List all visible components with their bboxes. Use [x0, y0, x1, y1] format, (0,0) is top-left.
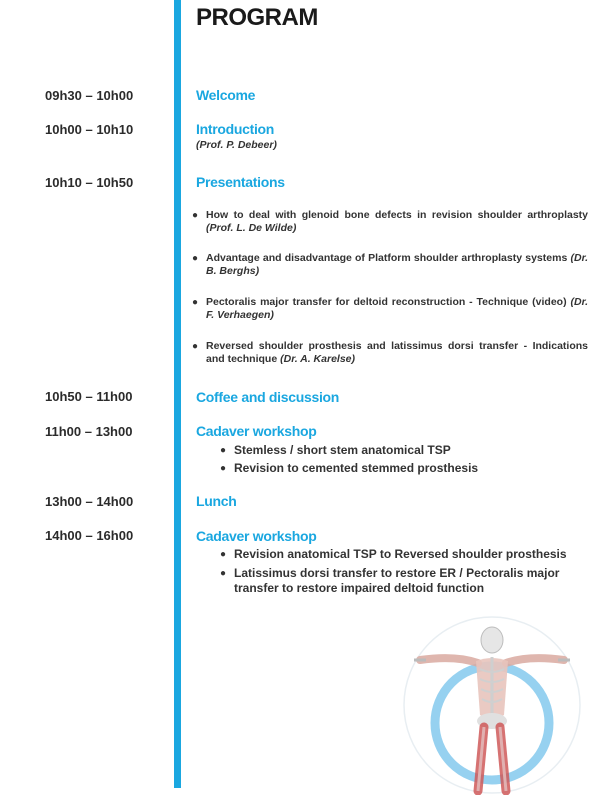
list-item-text: Revision anatomical TSP to Reversed shoulder prosthesis: [234, 547, 567, 561]
time-slot: 10h00 – 10h10: [45, 122, 134, 137]
presentation-item: [192, 340, 588, 366]
list-item-text: Stemless / short stem anatomical TSP: [234, 443, 451, 457]
session-cadaver-workshop: Cadaver workshop: [196, 528, 317, 544]
bullet-icon: ●: [192, 210, 199, 221]
speaker-name: (Dr. B. Berghs): [206, 252, 588, 277]
time-slot: 11h00 – 13h00: [45, 424, 133, 439]
timeline-bar: [174, 0, 181, 788]
speaker-name: (Dr. A. Karelse): [280, 353, 355, 365]
bullet-icon: ●: [220, 463, 227, 474]
time-slot: 13h00 – 14h00: [45, 494, 134, 509]
time-slot: 10h10 – 10h50: [45, 175, 134, 190]
list-item-text: Latissimus dorsi transfer to restore ER / Pectoralis major transfer to restore impaired deltoid function: [234, 566, 560, 595]
presentation-item: [192, 252, 588, 278]
session-lunch: Lunch: [196, 493, 237, 509]
time-slot: 09h30 – 10h00: [45, 88, 134, 103]
list-item: [220, 461, 594, 476]
presentation-item: [192, 296, 588, 322]
speaker-name: (Dr. F. Verhaegen): [206, 296, 589, 321]
time-slot: 10h50 – 11h00: [45, 389, 133, 404]
session-coffee: Coffee and discussion: [196, 389, 340, 405]
bullet-icon: ●: [220, 568, 227, 579]
presentation-title: How to deal with glenoid bone defects in revision shoulder arthroplasty: [206, 209, 588, 221]
bullet-icon: ●: [192, 297, 199, 308]
session-presentations: Presentations: [196, 174, 285, 190]
bullet-icon: ●: [220, 549, 227, 560]
session-cadaver-workshop: Cadaver workshop: [196, 423, 317, 439]
anatomy-figure-illustration: [400, 605, 585, 795]
presentation-title: Advantage and disadvantage of Platform shoulder arthroplasty systems: [206, 252, 568, 264]
bullet-icon: ●: [192, 253, 199, 264]
presentation-title: Reversed shoulder prosthesis and latissimus dorsi transfer - Indications and technique: [206, 340, 588, 365]
list-item: [220, 566, 594, 596]
session-welcome: Welcome: [196, 87, 256, 103]
list-item-text: Revision to cemented stemmed prosthesis: [234, 461, 479, 475]
session-introduction: Introduction: [196, 121, 275, 137]
speaker-name: (Prof. L. De Wilde): [206, 222, 297, 234]
speaker-name: (Prof. P. Debeer): [196, 139, 277, 151]
time-slot: 14h00 – 16h00: [45, 528, 134, 543]
bullet-icon: ●: [220, 445, 227, 456]
list-item: [220, 443, 594, 458]
bullet-icon: ●: [192, 341, 199, 352]
presentation-title: Pectoralis major transfer for deltoid reconstruction - Technique (video): [206, 296, 567, 308]
page-title: PROGRAM: [196, 4, 318, 31]
presentation-item: [192, 209, 588, 235]
list-item: [220, 547, 594, 562]
